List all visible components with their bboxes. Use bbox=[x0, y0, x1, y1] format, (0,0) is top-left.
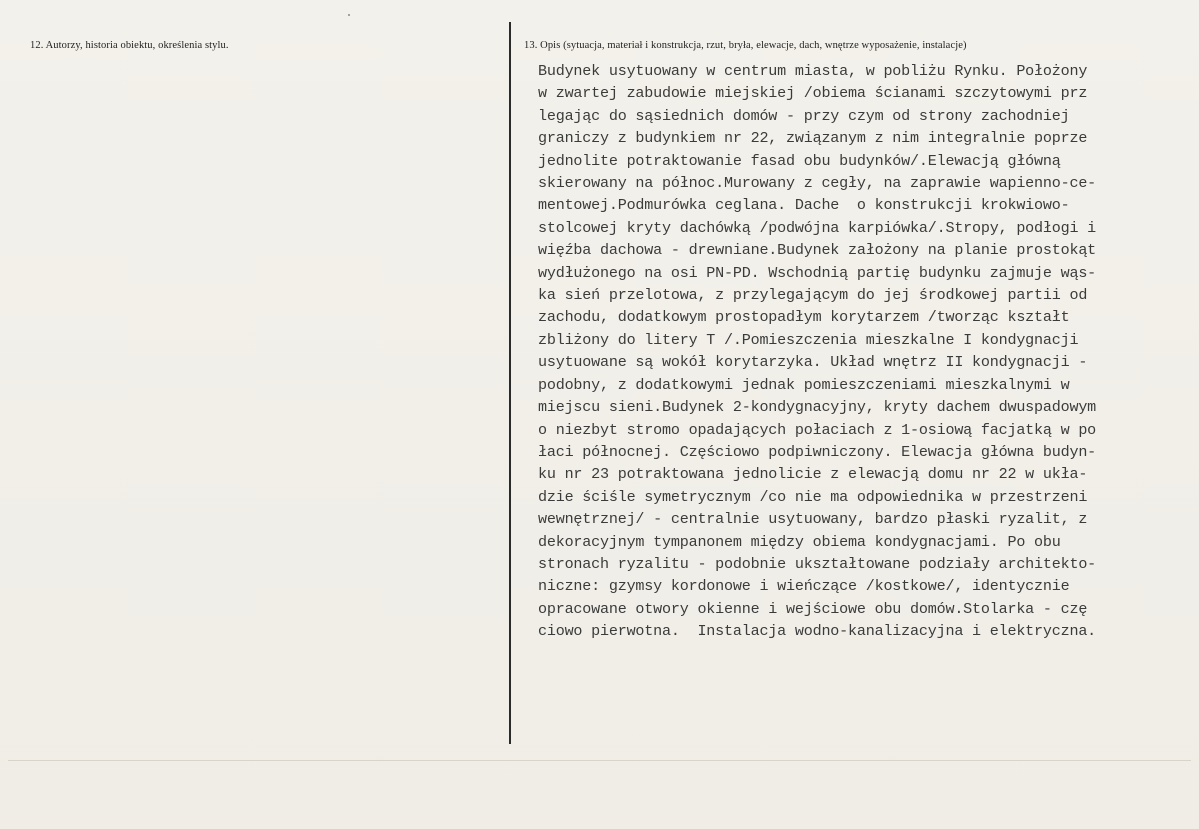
page-edge-rule bbox=[8, 760, 1191, 761]
text-line: wydłużonego na osi PN-PD. Wschodnią partię budynku zajmuje wąs- bbox=[538, 263, 1097, 282]
text-line: Budynek usytuowany w centrum miasta, w pobliżu Rynku. Położony bbox=[538, 62, 1088, 80]
column-divider bbox=[509, 22, 511, 744]
text-line: stronach ryzalitu - podobnie ukształtowane podziały architekto- bbox=[538, 554, 1097, 573]
text-line: mentowej.Podmurówka ceglana. Dache o konstrukcji krokwiowo- bbox=[538, 196, 1070, 215]
text-line: ciowo pierwotna. Instalacja wodno-kanalizacyjna i elektryczna. bbox=[538, 622, 1097, 641]
text-line: więźba dachowa - drewniane.Budynek założony na planie prostokąt bbox=[538, 241, 1097, 260]
text-line: dzie ściśle symetrycznym /co nie ma odpowiednika w przestrzeni bbox=[538, 487, 1088, 506]
text-line: opracowane otwory okienne i wejściowe obu domów.Stolarka - czę bbox=[538, 599, 1088, 618]
text-line: wewnętrznej/ - centralnie usytuowany, bardzo płaski ryzalit, z bbox=[538, 510, 1088, 529]
field-13-header: 13. Opis (sytuacja, materiał i konstrukcja, rzut, bryła, elewacje, dach, wnętrze wyposażenie, instalacje) bbox=[524, 40, 967, 51]
text-line: ka sień przelotowa, z przylegającym do jej środkowej partii od bbox=[538, 286, 1088, 305]
text-line: stolcowej kryty dachówką /podwójna karpiówka/.Stropy, podłogi i bbox=[538, 218, 1097, 237]
speck bbox=[348, 14, 350, 16]
text-line: zachodu, dodatkowym prostopadłym korytarzem /tworząc kształt bbox=[538, 308, 1070, 327]
text-line: miejscu sieni.Budynek 2-kondygnacyjny, kryty dachem dwuspadowym bbox=[538, 398, 1097, 417]
text-line: o niezbyt stromo opadających połaciach z 1-osiową facjatką w po bbox=[538, 420, 1097, 439]
text-line: jednolite potraktowanie fasad obu budynków/.Elewacją główną bbox=[538, 151, 1061, 170]
text-line: dekoracyjnym tympanonem między obiema kondygnacjami. Po obu bbox=[538, 532, 1061, 551]
text-line: łaci północnej. Częściowo podpiwniczony. Elewacja główna budyn- bbox=[538, 442, 1097, 461]
text-line: zbliżony do litery T /.Pomieszczenia mieszkalne I kondygnacji bbox=[538, 330, 1079, 349]
text-line: usytuowane są wokół korytarzyka. Układ wnętrz II kondygnacji - bbox=[538, 353, 1088, 372]
text-line: graniczy z budynkiem nr 22, związanym z nim integralnie poprze bbox=[538, 129, 1088, 148]
description-text bbox=[538, 60, 1183, 643]
text-line: ku nr 23 potraktowana jednolicie z elewacją domu nr 22 w ukła- bbox=[538, 465, 1088, 484]
text-line: legając do sąsiednich domów - przy czym od strony zachodniej bbox=[538, 106, 1070, 125]
field-12-header: 12. Autorzy, historia obiektu, określenia stylu. bbox=[30, 40, 229, 51]
text-line: podobny, z dodatkowymi jednak pomieszczeniami mieszkalnymi w bbox=[538, 375, 1070, 394]
text-line: skierowany na północ.Murowany z cegły, na zaprawie wapienno-ce- bbox=[538, 174, 1097, 193]
text-line: niczne: gzymsy kordonowe i wieńczące /kostkowe/, identycznie bbox=[538, 577, 1070, 596]
text-line: w zwartej zabudowie miejskiej /obiema ścianami szczytowymi prz bbox=[538, 84, 1088, 103]
